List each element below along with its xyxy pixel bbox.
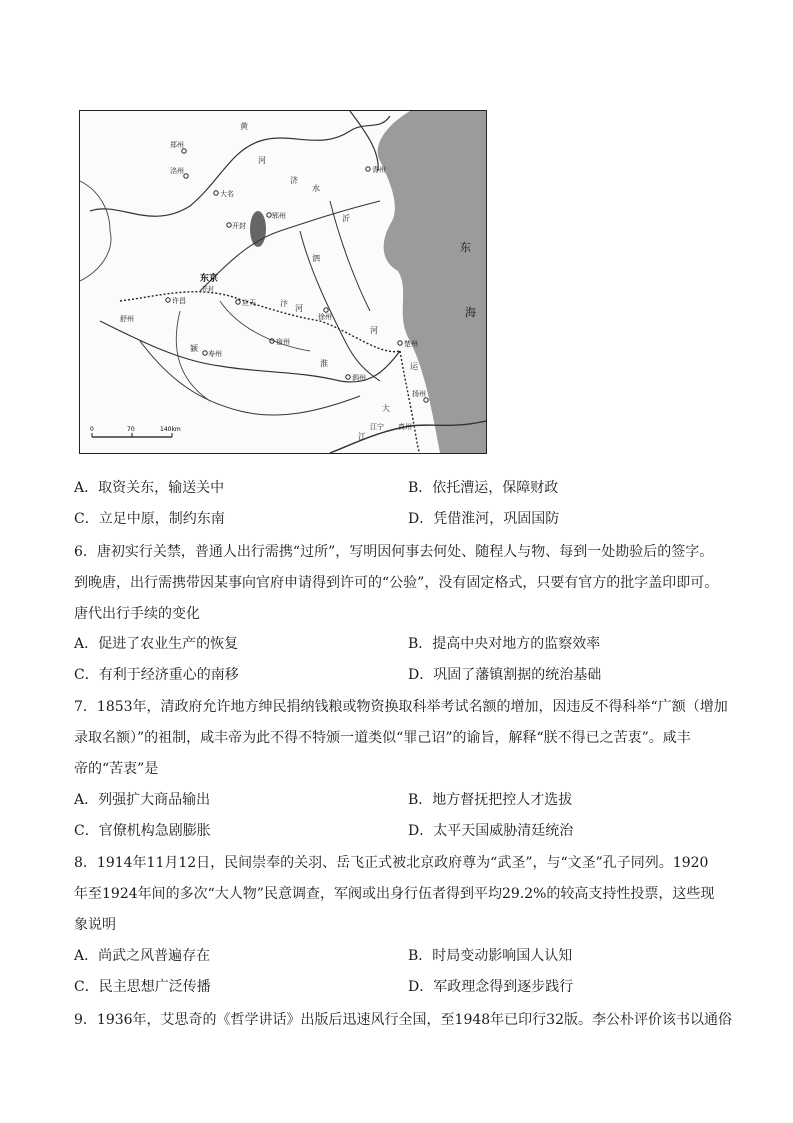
- river-label: 济: [290, 176, 298, 185]
- yellow-river: [90, 116, 390, 216]
- river-label: 河: [295, 304, 303, 313]
- city-marker: [166, 298, 170, 302]
- q5-option-c: C．立足中原，制约东南: [74, 511, 225, 527]
- question-line: 6．唐初实行关禁，普通人出行需携“过所”，写明因何事去何处、随程人与物、每到一处勘验后的签字。: [74, 544, 714, 560]
- map-label: 青州: [372, 166, 386, 174]
- q8-option-c: C．民主思想广泛传播: [74, 979, 211, 995]
- question-7-stem: [74, 697, 728, 779]
- q8-option-b: B．时局变动影响国人认知: [408, 948, 573, 964]
- map-label: 江宁: [370, 423, 384, 431]
- map-label: 宿州: [276, 338, 290, 346]
- city-marker: [398, 341, 402, 345]
- question-line: 帝的“苦衷”是: [74, 761, 159, 777]
- q6-option-b: B．提高中央对地方的监察效率: [408, 636, 601, 652]
- map-label: 扬州: [412, 390, 426, 398]
- map-label: 许昌: [172, 297, 186, 305]
- q8-option-d: D．军政理念得到逐步践行: [408, 979, 574, 995]
- q8-option-a: A．尚武之风普遍存在: [74, 948, 211, 964]
- map-label-capital: 东京: [200, 274, 219, 284]
- river-label: 黄: [240, 122, 248, 131]
- river-label: 颍: [190, 344, 198, 353]
- map-label-sea: 海: [465, 306, 476, 319]
- river-label: 汴: [280, 299, 288, 308]
- city-marker: [214, 191, 218, 195]
- scale-label: 70: [127, 426, 135, 433]
- question-line: 象说明: [74, 917, 116, 933]
- map-label: 泗州: [352, 374, 366, 382]
- map-label: 郓州: [272, 212, 286, 220]
- map-label: 洺州: [170, 167, 184, 175]
- question-line: 录取名额）”的祖制，咸丰帝为此不得不特颁一道类似“罪己诏”的谕旨，解释“朕不得已之苦衷”。咸丰: [74, 730, 691, 746]
- huai-river: [100, 321, 400, 382]
- q5-option-a: A．取资关东，输送关中: [74, 480, 225, 496]
- question-8-stem: [74, 853, 724, 935]
- map-label: 真州: [398, 423, 412, 431]
- coastline: [350, 111, 378, 171]
- river-label: 水: [312, 184, 320, 193]
- q5-option-b: B．依托漕运，保障财政: [408, 480, 559, 496]
- q7-option-d: D．太平天国威胁清廷统治: [408, 823, 574, 839]
- q7-option-c: C．官僚机构急剧膨胀: [74, 823, 211, 839]
- q6-option-d: D．巩固了藩镇割据的统治基础: [408, 667, 602, 683]
- city-marker: [366, 167, 370, 171]
- city-marker: [227, 223, 231, 227]
- city-marker: [236, 300, 240, 304]
- city-marker: [203, 351, 207, 355]
- q6-option-a: A．促进了农业生产的恢复: [74, 636, 239, 652]
- sea-area: [378, 111, 486, 453]
- city-marker: [182, 149, 186, 153]
- minor-river: [80, 181, 111, 281]
- question-line: 8．1914年11月12日，民间崇奉的关羽、岳飞正式被北京政府尊为“武圣”，与“文圣”孔子同列。1920: [74, 855, 709, 871]
- q5-option-d: D．凭借淮河，巩固国防: [408, 511, 560, 527]
- question-line: 到晚唐，出行需携带因某事向官府申请得到许可的“公验”，没有固定格式，只要有官方的批字盖印即可。: [74, 575, 719, 591]
- map-label: 应天: [242, 299, 256, 307]
- city-marker: [346, 375, 350, 379]
- ji-river: [200, 201, 380, 291]
- question-line: 9．1936年，艾思奇的《哲学讲话》出版后迅速风行全国，至1948年已印行32版。李公朴评价该书以通俗: [74, 1012, 732, 1028]
- map-label: 楚州: [404, 340, 418, 348]
- bian-canal: [120, 292, 400, 352]
- q6-option-c: C．有利于经济重心的南移: [74, 667, 239, 683]
- map-label: 舒州: [120, 315, 134, 323]
- map-label: 徐州: [318, 313, 332, 321]
- q7-option-a: A．列强扩大商品输出: [74, 792, 211, 808]
- question-line: 唐代出行手续的变化: [74, 606, 200, 622]
- map-label-sea: 东: [460, 241, 471, 254]
- river-label: 河: [258, 156, 266, 165]
- historical-map: [79, 110, 487, 454]
- city-marker: [267, 213, 271, 217]
- map-label: 郑州: [170, 141, 184, 149]
- map-label: 大名: [220, 190, 234, 198]
- map-svg: [80, 111, 486, 453]
- minor-river: [176, 311, 210, 401]
- river-label: 大: [382, 404, 390, 413]
- scale-label: 140km: [160, 426, 181, 433]
- question-6-stem: [74, 542, 724, 624]
- scale-label: 0: [90, 426, 94, 433]
- map-label: 开封: [232, 222, 246, 230]
- city-marker: [324, 308, 328, 312]
- yi-river: [330, 201, 370, 311]
- city-marker: [424, 398, 428, 402]
- river-label: 运: [410, 362, 418, 371]
- scale-bar: [90, 426, 181, 437]
- river-label: 淮: [320, 359, 328, 368]
- city-marker: [184, 174, 188, 178]
- river-label: 河: [370, 326, 378, 335]
- question-9-stem: [74, 1010, 732, 1030]
- map-label: 寿州: [208, 350, 222, 358]
- map-label: 开封: [202, 286, 215, 293]
- river-label: 泗: [312, 254, 320, 263]
- question-line: 7．1853年，清政府允许地方绅民捐纳钱粮或物资换取科举考试名额的增加，因违反不得科举“广额（增加: [74, 699, 728, 715]
- river-label: 沂: [342, 214, 350, 223]
- question-line: 年至1924年间的多次“大人物”民意调查，军阀或出身行伍者得到平均29.2%的较高支持性投票，这些现: [74, 886, 715, 902]
- q7-option-b: B．地方督抚把控人才选拔: [408, 792, 573, 808]
- river-label: 江: [358, 432, 366, 441]
